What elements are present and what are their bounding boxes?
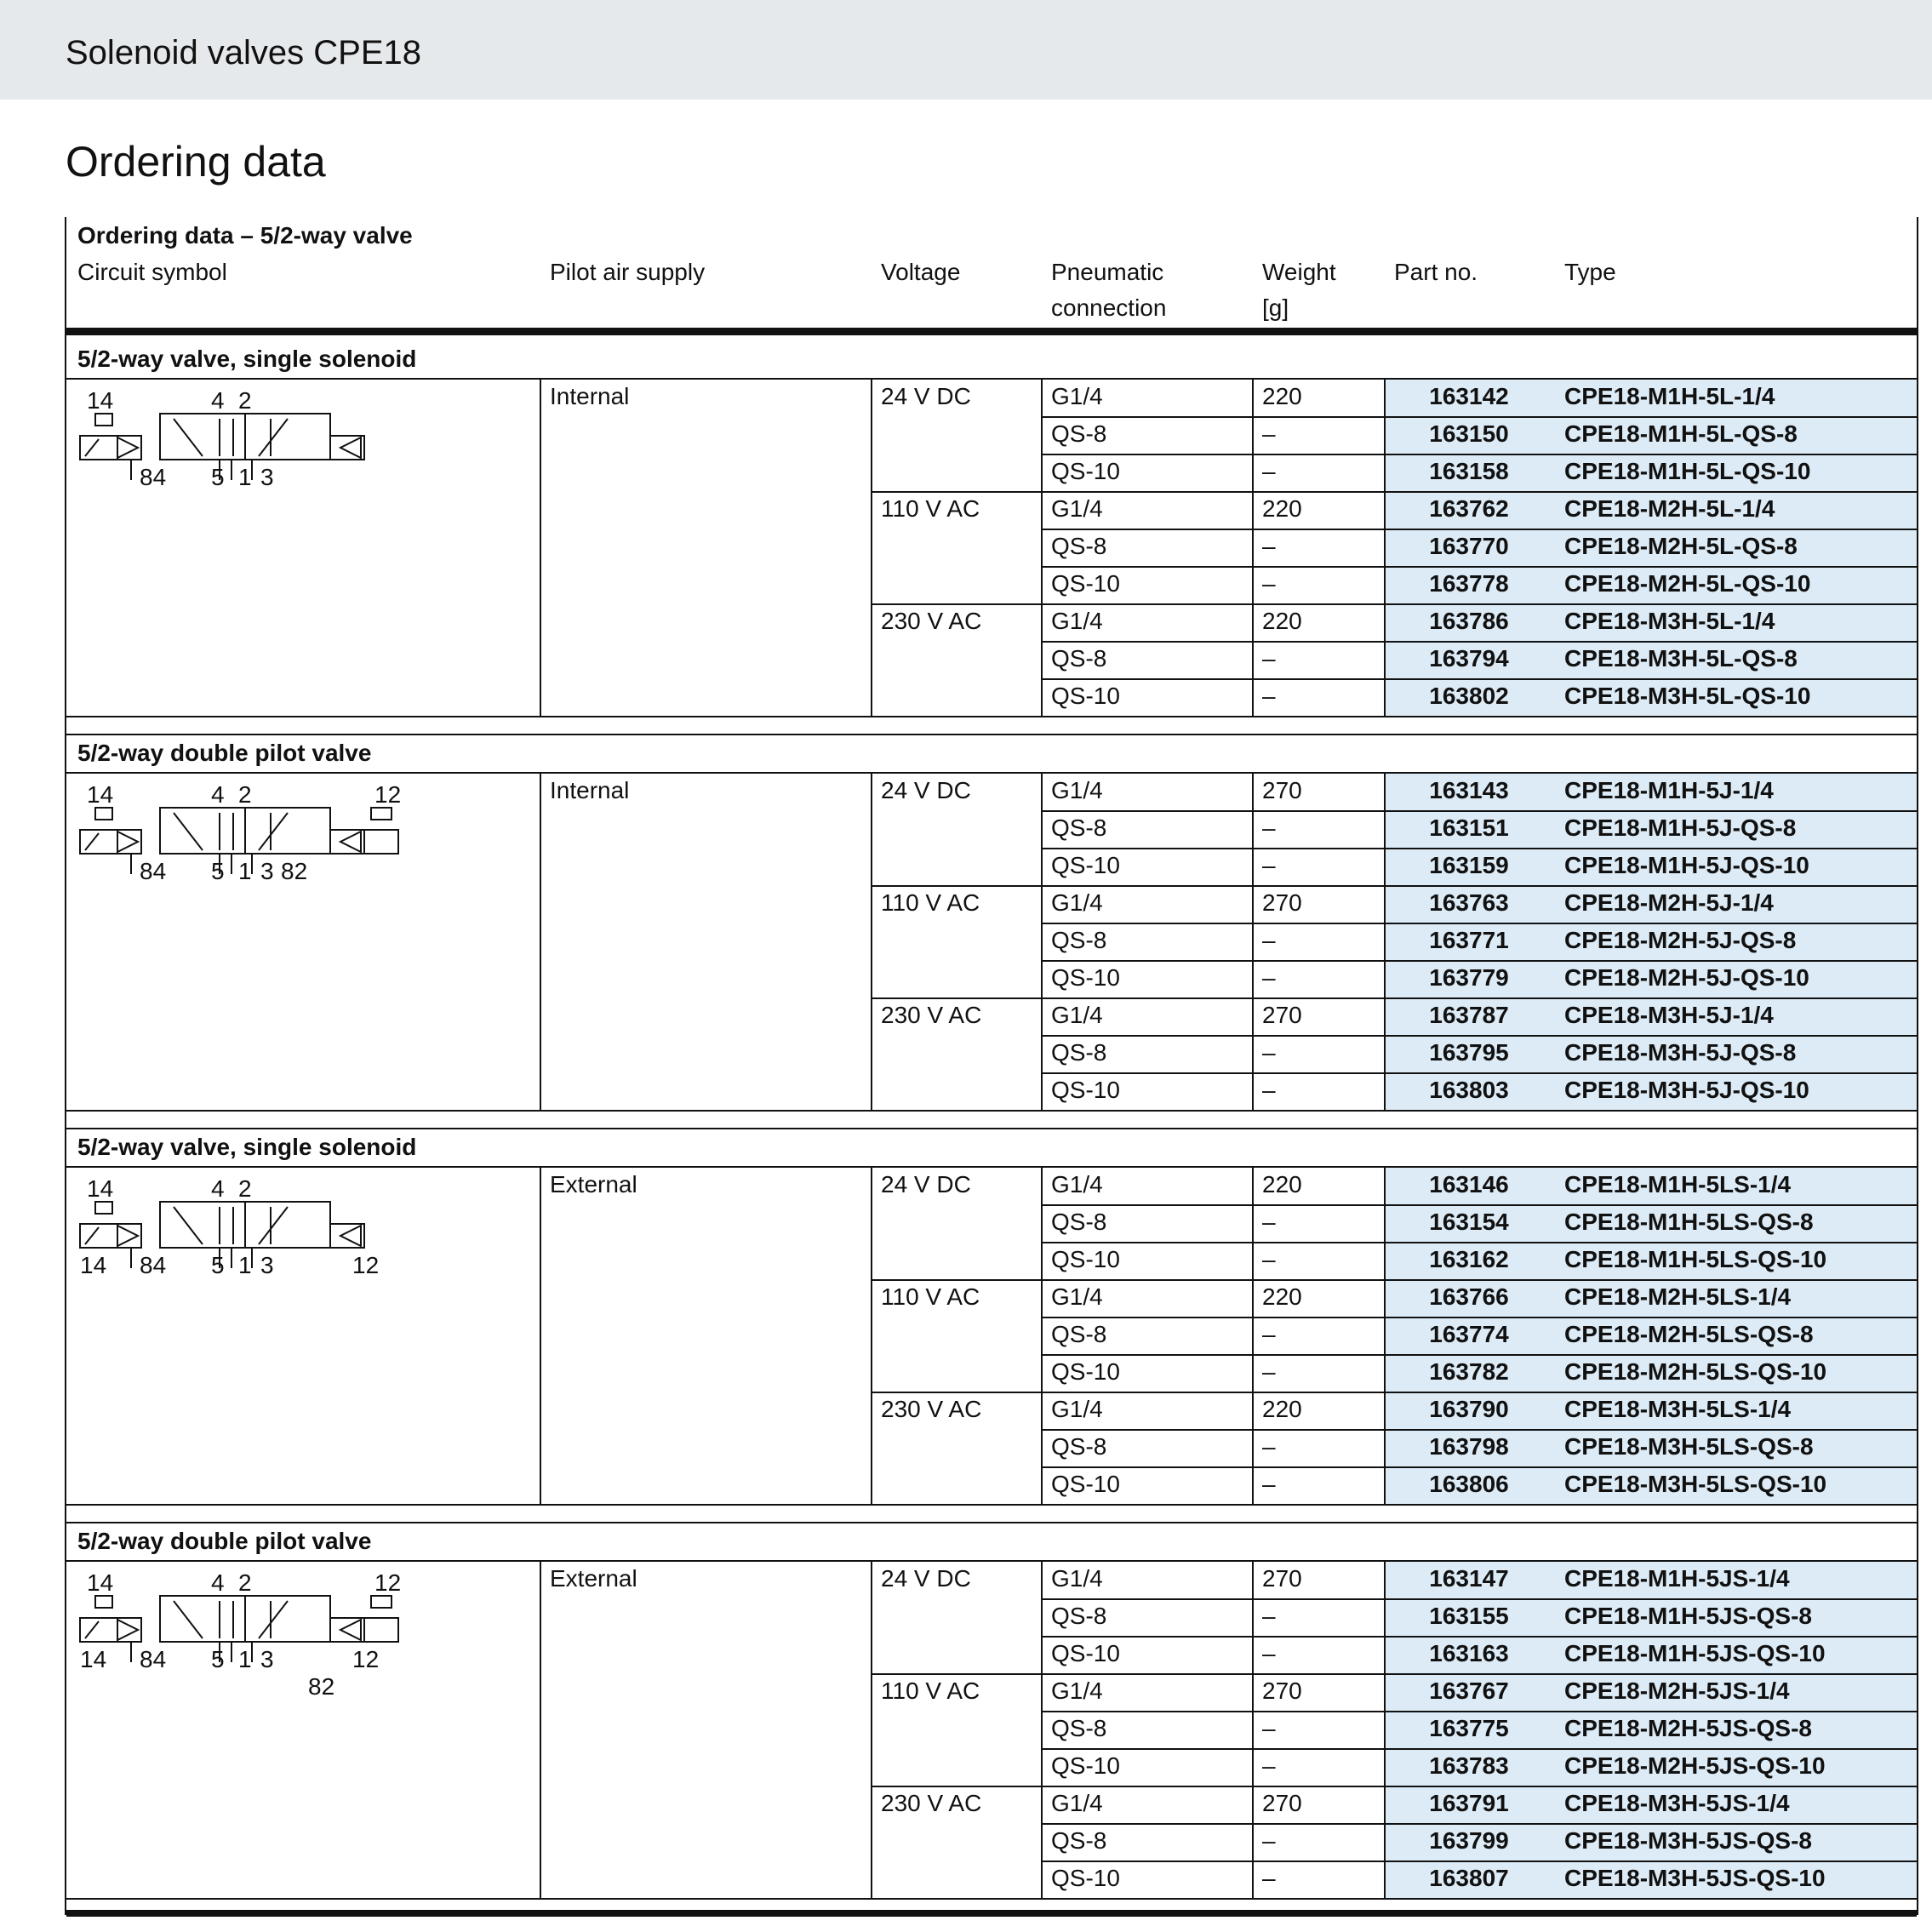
pneumatic-connection-value: QS-8 [1051, 1827, 1107, 1854]
type-code: CPE18-M1H-5JS-QS-8 [1564, 1603, 1812, 1629]
part-number: 163151 [1429, 815, 1509, 841]
weight-value: – [1262, 1039, 1276, 1066]
pneumatic-connection-value: G1/4 [1051, 1283, 1103, 1310]
port-label: 5 [211, 1252, 225, 1278]
circuit-symbol [75, 779, 432, 915]
column-rule-weight [1252, 380, 1254, 717]
pilot-air-supply-value: External [550, 1565, 637, 1592]
part-number: 163802 [1429, 683, 1509, 709]
pneumatic-connection-value: QS-10 [1051, 1471, 1120, 1497]
port-label: 2 [238, 387, 252, 414]
pneumatic-connection-value: QS-8 [1051, 420, 1107, 447]
part-number: 163150 [1429, 420, 1509, 447]
column-rule-conn [1041, 380, 1043, 717]
part-number: 163778 [1429, 570, 1509, 597]
weight-value: – [1262, 1321, 1276, 1347]
pneumatic-connection-value: G1/4 [1051, 1678, 1103, 1704]
part-number: 163147 [1429, 1565, 1509, 1592]
weight-value: – [1262, 1715, 1276, 1741]
column-rule-weight [1252, 1168, 1254, 1505]
port-label: 1 [238, 464, 252, 490]
voltage-value: 230 V AC [881, 1002, 982, 1028]
port-label: 3 [260, 858, 274, 884]
port-label: 84 [140, 464, 167, 490]
type-code: CPE18-M3H-5L-QS-8 [1564, 645, 1798, 672]
port-label: 84 [140, 1646, 167, 1672]
pneumatic-connection-value: G1/4 [1051, 495, 1103, 522]
pneumatic-connection-value: G1/4 [1051, 1790, 1103, 1816]
port-label: 1 [238, 1646, 252, 1672]
weight-value: – [1262, 1827, 1276, 1854]
weight-value: – [1262, 964, 1276, 991]
type-code: CPE18-M3H-5LS-QS-8 [1564, 1433, 1814, 1460]
type-code: CPE18-M2H-5J-QS-10 [1564, 964, 1809, 991]
type-code: CPE18-M3H-5J-QS-8 [1564, 1039, 1797, 1066]
type-code: CPE18-M1H-5JS-1/4 [1564, 1565, 1790, 1592]
part-number: 163159 [1429, 852, 1509, 878]
group-bottom-rule [66, 716, 1917, 717]
part-number: 163790 [1429, 1396, 1509, 1422]
table-bottom-rule [66, 1910, 1917, 1917]
weight-value: 270 [1262, 1002, 1302, 1028]
column-header-pilot-air-supply: Pilot air supply [550, 259, 706, 285]
type-code: CPE18-M2H-5LS-QS-10 [1564, 1358, 1827, 1385]
column-rule-voltage [871, 774, 872, 1111]
pneumatic-connection-value: QS-8 [1051, 1603, 1107, 1629]
port-label: 14 [87, 1175, 114, 1202]
weight-value: – [1262, 420, 1276, 447]
pneumatic-connection-value: G1/4 [1051, 1002, 1103, 1028]
column-rule-conn [1041, 774, 1043, 1111]
column-header-circuit-symbol: Circuit symbol [77, 259, 227, 285]
type-code: CPE18-M3H-5L-1/4 [1564, 608, 1775, 634]
type-code: CPE18-M2H-5L-1/4 [1564, 495, 1775, 522]
group-bottom-rule [66, 1898, 1917, 1900]
voltage-value: 110 V AC [881, 889, 980, 916]
part-number: 163774 [1429, 1321, 1509, 1347]
part-number: 163763 [1429, 889, 1509, 916]
column-rule-conn [1041, 1562, 1043, 1899]
port-label: 14 [87, 1569, 114, 1596]
port-label: 12 [352, 1252, 380, 1278]
pneumatic-connection-value: G1/4 [1051, 1396, 1103, 1422]
part-number: 163794 [1429, 645, 1509, 672]
port-label: 12 [374, 781, 402, 808]
part-number: 163158 [1429, 458, 1509, 484]
port-label: 2 [238, 781, 252, 808]
weight-value: – [1262, 1752, 1276, 1779]
column-header-voltage: Voltage [881, 259, 961, 285]
column-header-type: Type [1564, 259, 1616, 285]
port-label: 14 [80, 1646, 107, 1672]
part-number: 163799 [1429, 1827, 1509, 1854]
weight-value: – [1262, 1865, 1276, 1891]
type-code: CPE18-M2H-5LS-1/4 [1564, 1283, 1792, 1310]
column-header-weight-unit: [g] [1262, 294, 1289, 321]
voltage-value: 24 V DC [881, 383, 971, 409]
column-rule-pilot [540, 1562, 541, 1899]
port-label: 1 [238, 858, 252, 884]
pneumatic-connection-value: QS-10 [1051, 1640, 1120, 1666]
port-label: 2 [238, 1175, 252, 1202]
weight-value: – [1262, 533, 1276, 559]
type-code: CPE18-M1H-5JS-QS-10 [1564, 1640, 1826, 1666]
port-label: 4 [211, 1569, 225, 1596]
pneumatic-connection-value: G1/4 [1051, 1171, 1103, 1197]
weight-value: – [1262, 570, 1276, 597]
weight-value: 270 [1262, 1565, 1302, 1592]
type-code: CPE18-M2H-5J-QS-8 [1564, 927, 1797, 953]
weight-value: – [1262, 1077, 1276, 1103]
type-code: CPE18-M3H-5JS-QS-8 [1564, 1827, 1812, 1854]
pneumatic-connection-value: QS-10 [1051, 570, 1120, 597]
type-code: CPE18-M1H-5LS-QS-8 [1564, 1209, 1814, 1235]
pneumatic-connection-value: G1/4 [1051, 889, 1103, 916]
pneumatic-connection-value: G1/4 [1051, 383, 1103, 409]
column-header-weight: Weight [1262, 259, 1336, 285]
weight-value: 220 [1262, 608, 1302, 634]
port-label: 14 [87, 781, 114, 808]
part-number: 163162 [1429, 1246, 1509, 1272]
group-title: 5/2-way valve, single solenoid [77, 346, 417, 372]
part-number: 163766 [1429, 1283, 1509, 1310]
pneumatic-connection-value: QS-8 [1051, 1321, 1107, 1347]
part-number: 163791 [1429, 1790, 1509, 1816]
type-code: CPE18-M2H-5J-1/4 [1564, 889, 1774, 916]
part-number: 163771 [1429, 927, 1509, 953]
pneumatic-connection-value: QS-8 [1051, 815, 1107, 841]
port-label: 82 [308, 1673, 335, 1700]
weight-value: 270 [1262, 777, 1302, 803]
port-label: 2 [238, 1569, 252, 1596]
port-label: 5 [211, 858, 225, 884]
voltage-value: 24 V DC [881, 1565, 971, 1592]
type-code: CPE18-M1H-5LS-1/4 [1564, 1171, 1792, 1197]
weight-value: – [1262, 683, 1276, 709]
pneumatic-connection-value: QS-8 [1051, 1209, 1107, 1235]
port-label: 3 [260, 1252, 274, 1278]
type-code: CPE18-M1H-5L-QS-8 [1564, 420, 1798, 447]
type-code: CPE18-M2H-5LS-QS-8 [1564, 1321, 1814, 1347]
group-bottom-rule [66, 1504, 1917, 1506]
part-number: 163806 [1429, 1471, 1509, 1497]
port-label: 5 [211, 464, 225, 490]
circuit-symbol [75, 1567, 432, 1703]
weight-value: 270 [1262, 1678, 1302, 1704]
part-number: 163779 [1429, 964, 1509, 991]
part-number: 163807 [1429, 1865, 1509, 1891]
type-code: CPE18-M3H-5J-QS-10 [1564, 1077, 1809, 1103]
type-code: CPE18-M2H-5JS-QS-10 [1564, 1752, 1826, 1779]
weight-value: – [1262, 1358, 1276, 1385]
port-label: 4 [211, 387, 225, 414]
column-rule-voltage [871, 380, 872, 717]
part-number: 163163 [1429, 1640, 1509, 1666]
pneumatic-connection-value: QS-10 [1051, 1246, 1120, 1272]
weight-value: – [1262, 927, 1276, 953]
column-header-pneumatic-connection-line2: connection [1051, 294, 1167, 321]
pneumatic-connection-value: QS-10 [1051, 683, 1120, 709]
page-title: Ordering data [66, 138, 326, 186]
weight-value: 220 [1262, 1396, 1302, 1422]
type-code: CPE18-M1H-5L-1/4 [1564, 383, 1775, 409]
document-header-bar [0, 0, 1932, 100]
pneumatic-connection-value: QS-8 [1051, 1039, 1107, 1066]
type-code: CPE18-M1H-5LS-QS-10 [1564, 1246, 1827, 1272]
weight-value: – [1262, 1471, 1276, 1497]
column-rule-pilot [540, 774, 541, 1111]
column-rule-conn [1041, 1168, 1043, 1505]
column-header-pneumatic-connection: Pneumatic [1051, 259, 1164, 285]
port-label: 12 [352, 1646, 380, 1672]
pneumatic-connection-value: QS-10 [1051, 1358, 1120, 1385]
pneumatic-connection-value: QS-8 [1051, 1433, 1107, 1460]
column-rule-pilot [540, 1168, 541, 1505]
part-number: 163795 [1429, 1039, 1509, 1066]
port-label: 1 [238, 1252, 252, 1278]
voltage-value: 110 V AC [881, 495, 980, 522]
column-rule-weight [1252, 774, 1254, 1111]
voltage-value: 230 V AC [881, 1396, 982, 1422]
port-label: 3 [260, 464, 274, 490]
type-code: CPE18-M3H-5JS-1/4 [1564, 1790, 1790, 1816]
weight-value: 270 [1262, 889, 1302, 916]
part-number: 163803 [1429, 1077, 1509, 1103]
part-number: 163154 [1429, 1209, 1509, 1235]
part-number: 163143 [1429, 777, 1509, 803]
document-title: Solenoid valves CPE18 [66, 34, 422, 71]
group-title: 5/2-way double pilot valve [77, 740, 372, 766]
part-number: 163762 [1429, 495, 1509, 522]
part-number: 163787 [1429, 1002, 1509, 1028]
part-number: 163770 [1429, 533, 1509, 559]
type-code: CPE18-M1H-5J-QS-8 [1564, 815, 1797, 841]
weight-value: 220 [1262, 495, 1302, 522]
weight-value: – [1262, 458, 1276, 484]
pneumatic-connection-value: G1/4 [1051, 608, 1103, 634]
voltage-value: 24 V DC [881, 1171, 971, 1197]
port-label: 84 [140, 858, 167, 884]
weight-value: 270 [1262, 1790, 1302, 1816]
weight-value: – [1262, 1640, 1276, 1666]
ordering-data-table [65, 217, 1918, 1915]
pneumatic-connection-value: QS-10 [1051, 1752, 1120, 1779]
pilot-air-supply-value: External [550, 1171, 637, 1197]
port-label: 12 [374, 1569, 402, 1596]
type-code: CPE18-M3H-5J-1/4 [1564, 1002, 1774, 1028]
column-rule-pilot [540, 380, 541, 717]
weight-value: – [1262, 1209, 1276, 1235]
pneumatic-connection-value: QS-10 [1051, 852, 1120, 878]
port-label: 82 [281, 858, 308, 884]
port-label: 14 [80, 1252, 107, 1278]
weight-value: – [1262, 645, 1276, 672]
part-number: 163782 [1429, 1358, 1509, 1385]
part-number: 163786 [1429, 608, 1509, 634]
pneumatic-connection-value: QS-8 [1051, 1715, 1107, 1741]
pneumatic-connection-value: G1/4 [1051, 777, 1103, 803]
voltage-value: 230 V AC [881, 1790, 982, 1816]
pneumatic-connection-value: QS-8 [1051, 533, 1107, 559]
pneumatic-connection-value: QS-10 [1051, 458, 1120, 484]
part-number: 163767 [1429, 1678, 1509, 1704]
column-header-part-no: Part no. [1394, 259, 1478, 285]
pneumatic-connection-value: G1/4 [1051, 1565, 1103, 1592]
column-rule-weight [1252, 1562, 1254, 1899]
type-code: CPE18-M3H-5JS-QS-10 [1564, 1865, 1826, 1891]
type-code: CPE18-M1H-5J-1/4 [1564, 777, 1774, 803]
type-code: CPE18-M2H-5L-QS-10 [1564, 570, 1811, 597]
port-label: 4 [211, 1175, 225, 1202]
voltage-value: 110 V AC [881, 1678, 980, 1704]
part-number: 163155 [1429, 1603, 1509, 1629]
group-title: 5/2-way double pilot valve [77, 1528, 372, 1554]
weight-value: 220 [1262, 1283, 1302, 1310]
weight-value: 220 [1262, 1171, 1302, 1197]
group-bottom-rule [66, 1110, 1917, 1112]
weight-value: – [1262, 1246, 1276, 1272]
weight-value: – [1262, 1433, 1276, 1460]
part-number: 163142 [1429, 383, 1509, 409]
type-code: CPE18-M2H-5L-QS-8 [1564, 533, 1798, 559]
type-code: CPE18-M3H-5LS-1/4 [1564, 1396, 1792, 1422]
part-number: 163146 [1429, 1171, 1509, 1197]
column-rule-voltage [871, 1168, 872, 1505]
port-label: 4 [211, 781, 225, 808]
group-title: 5/2-way valve, single solenoid [77, 1134, 417, 1160]
type-code: CPE18-M3H-5L-QS-10 [1564, 683, 1811, 709]
part-number: 163798 [1429, 1433, 1509, 1460]
weight-value: – [1262, 1603, 1276, 1629]
type-code: CPE18-M2H-5JS-QS-8 [1564, 1715, 1812, 1741]
type-code: CPE18-M1H-5J-QS-10 [1564, 852, 1809, 878]
type-code: CPE18-M2H-5JS-1/4 [1564, 1678, 1790, 1704]
pneumatic-connection-value: QS-8 [1051, 645, 1107, 672]
table-caption: Ordering data – 5/2-way valve [77, 222, 413, 249]
voltage-value: 110 V AC [881, 1283, 980, 1310]
voltage-value: 230 V AC [881, 608, 982, 634]
circuit-symbol [75, 1173, 432, 1309]
port-label: 3 [260, 1646, 274, 1672]
weight-value: 220 [1262, 383, 1302, 409]
port-label: 5 [211, 1646, 225, 1672]
weight-value: – [1262, 815, 1276, 841]
part-number: 163783 [1429, 1752, 1509, 1779]
pneumatic-connection-value: QS-10 [1051, 964, 1120, 991]
weight-value: – [1262, 852, 1276, 878]
circuit-symbol [75, 385, 432, 521]
voltage-value: 24 V DC [881, 777, 971, 803]
part-number: 163775 [1429, 1715, 1509, 1741]
port-label: 14 [87, 387, 114, 414]
pneumatic-connection-value: QS-10 [1051, 1865, 1120, 1891]
pneumatic-connection-value: QS-8 [1051, 927, 1107, 953]
pilot-air-supply-value: Internal [550, 383, 630, 409]
pilot-air-supply-value: Internal [550, 777, 630, 803]
type-code: CPE18-M1H-5L-QS-10 [1564, 458, 1811, 484]
type-code: CPE18-M3H-5LS-QS-10 [1564, 1471, 1827, 1497]
header-rule [66, 328, 1917, 335]
pneumatic-connection-value: QS-10 [1051, 1077, 1120, 1103]
column-rule-voltage [871, 1562, 872, 1899]
port-label: 84 [140, 1252, 167, 1278]
